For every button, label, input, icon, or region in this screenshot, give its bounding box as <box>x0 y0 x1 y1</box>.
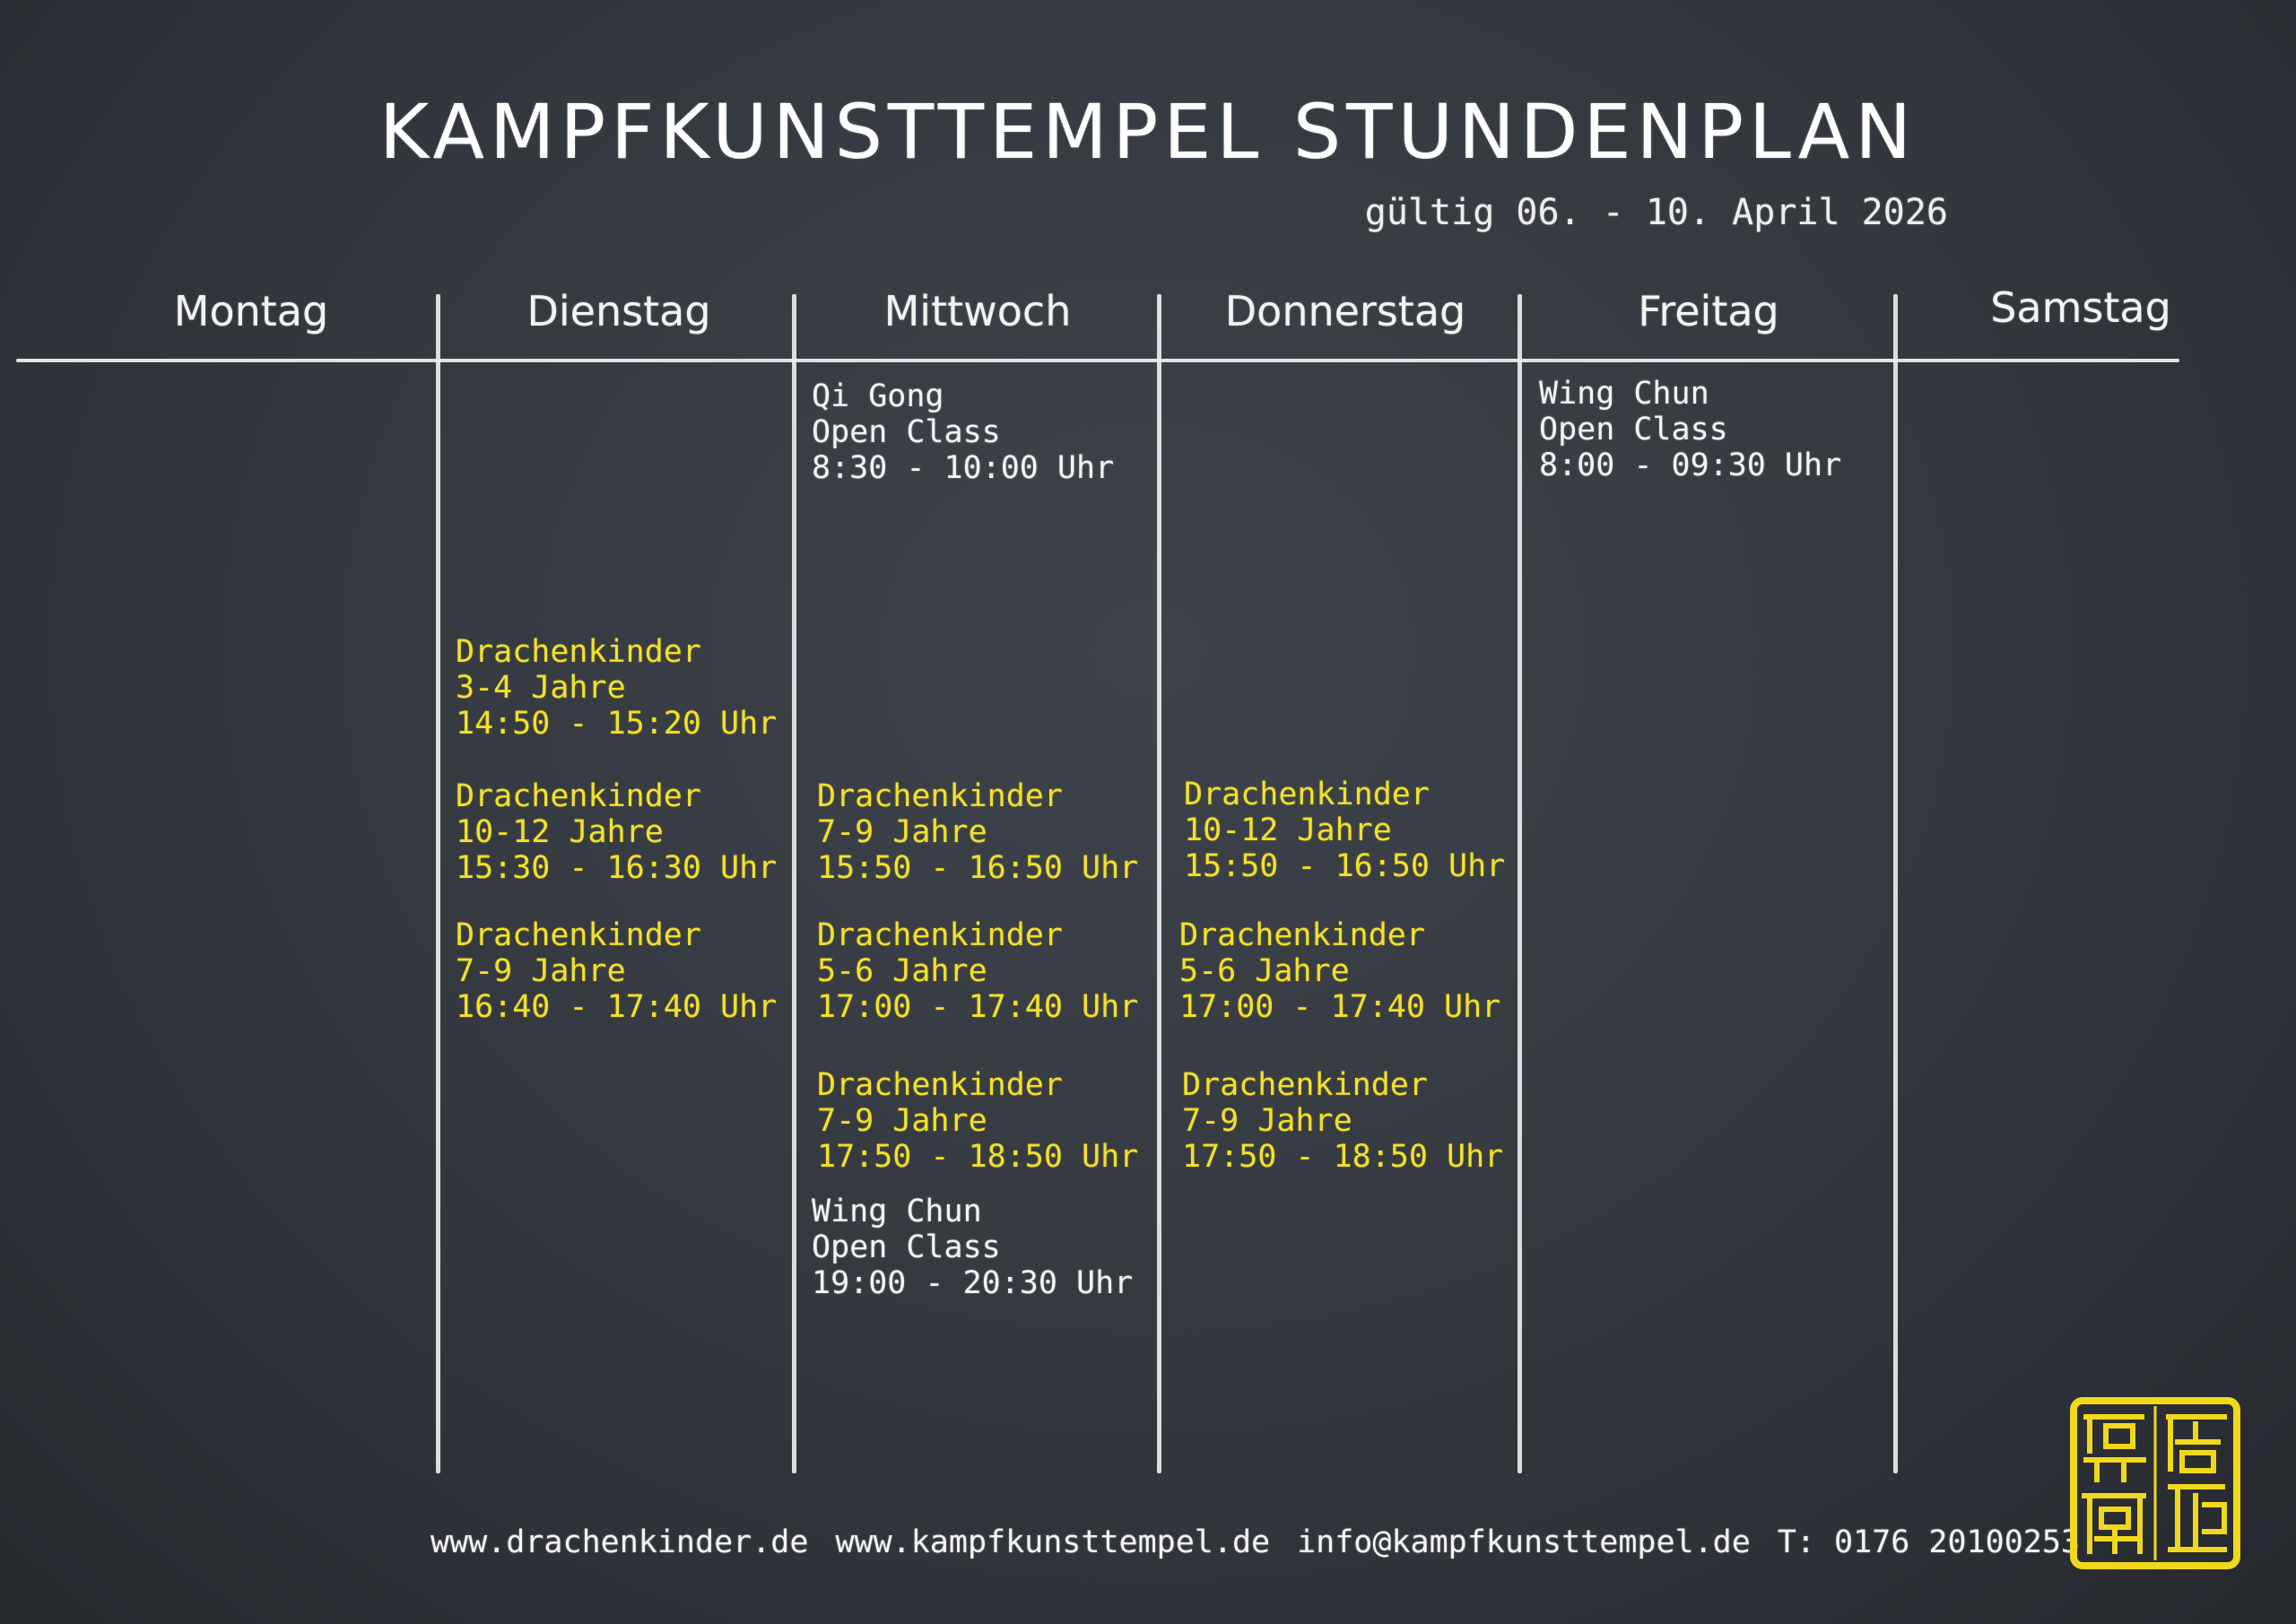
column-divider-2 <box>792 294 796 1473</box>
class-entry-dienstag-2 <box>456 778 777 886</box>
class-name: Drachenkinder <box>1182 1067 1428 1103</box>
footer-contact <box>430 1524 2107 1560</box>
class-type: Open Class <box>812 414 1001 450</box>
class-entry-dienstag-3 <box>456 917 777 1025</box>
day-header-samstag: Samstag <box>1990 283 2171 332</box>
class-time: 17:00 - 17:40 Uhr <box>817 989 1139 1025</box>
class-name: Drachenkinder <box>456 917 701 953</box>
page-title: KAMPFKUNSTTEMPEL STUNDENPLAN <box>378 88 1918 176</box>
day-header-montag: Montag <box>173 287 329 335</box>
class-type: Open Class <box>812 1229 1001 1265</box>
class-time: 15:50 - 16:50 Uhr <box>1184 848 1506 884</box>
class-age: 3-4 Jahre <box>456 670 626 706</box>
class-name: Drachenkinder <box>1179 917 1425 953</box>
class-name: Drachenkinder <box>456 634 701 670</box>
class-time: 15:50 - 16:50 Uhr <box>817 850 1139 886</box>
footer-link-drachenkinder[interactable]: www.drachenkinder.de <box>430 1524 809 1560</box>
class-entry-donnerstag-1 <box>1184 777 1505 884</box>
class-time: 17:00 - 17:40 Uhr <box>1179 989 1501 1025</box>
class-entry-dienstag-1 <box>456 634 777 742</box>
header-divider-line <box>16 359 2179 362</box>
day-header-freitag: Freitag <box>1638 287 1779 335</box>
validity-date: gültig 06. - 10. April 2026 <box>1364 192 1948 233</box>
column-divider-5 <box>1893 294 1898 1473</box>
class-time: 15:30 - 16:30 Uhr <box>456 850 778 886</box>
class-time: 19:00 - 20:30 Uhr <box>812 1265 1134 1301</box>
class-time: 17:50 - 18:50 Uhr <box>1182 1139 1504 1175</box>
class-entry-mittwoch-3 <box>817 1067 1138 1175</box>
class-age: 10-12 Jahre <box>1184 812 1392 848</box>
day-header-dienstag: Dienstag <box>526 287 711 335</box>
class-entry-donnerstag-2 <box>1179 917 1500 1025</box>
footer-email[interactable]: info@kampfkunsttempel.de <box>1297 1524 1751 1560</box>
footer-phone: T: 0176 20100253 <box>1777 1524 2080 1560</box>
class-age: 7-9 Jahre <box>817 1103 987 1139</box>
class-type: Open Class <box>1539 412 1728 447</box>
class-entry-freitag-wingchun <box>1539 376 1841 483</box>
class-name: Wing Chun <box>1539 376 1709 412</box>
class-entry-mittwoch-wingchun <box>812 1194 1133 1301</box>
class-age: 10-12 Jahre <box>456 814 664 850</box>
class-name: Drachenkinder <box>817 778 1063 814</box>
footer-link-kampfkunsttempel[interactable]: www.kampfkunsttempel.de <box>835 1524 1271 1560</box>
class-name: Drachenkinder <box>456 778 701 814</box>
class-entry-mittwoch-qigong <box>812 378 1114 486</box>
class-entry-mittwoch-1 <box>817 778 1138 886</box>
class-time: 17:50 - 18:50 Uhr <box>817 1139 1139 1175</box>
class-name: Wing Chun <box>812 1194 982 1229</box>
class-age: 7-9 Jahre <box>456 953 626 989</box>
day-header-mittwoch: Mittwoch <box>883 287 1072 335</box>
class-name: Drachenkinder <box>817 917 1063 953</box>
class-age: 5-6 Jahre <box>1179 953 1350 989</box>
chinese-seal-stamp-icon <box>2070 1397 2240 1569</box>
class-age: 7-9 Jahre <box>1182 1103 1352 1139</box>
class-name: Qi Gong <box>812 378 944 414</box>
column-divider-1 <box>436 294 440 1473</box>
class-age: 5-6 Jahre <box>817 953 987 989</box>
class-name: Drachenkinder <box>817 1067 1063 1103</box>
class-entry-mittwoch-2 <box>817 917 1138 1025</box>
class-age: 7-9 Jahre <box>817 814 987 850</box>
day-header-donnerstag: Donnerstag <box>1224 287 1466 335</box>
column-divider-4 <box>1518 294 1522 1473</box>
class-name: Drachenkinder <box>1184 777 1430 812</box>
class-time: 16:40 - 17:40 Uhr <box>456 989 778 1025</box>
class-time: 8:30 - 10:00 Uhr <box>812 450 1115 486</box>
class-time: 8:00 - 09:30 Uhr <box>1539 447 1842 483</box>
class-time: 14:50 - 15:20 Uhr <box>456 706 778 742</box>
class-entry-donnerstag-3 <box>1182 1067 1503 1175</box>
column-divider-3 <box>1157 294 1161 1473</box>
